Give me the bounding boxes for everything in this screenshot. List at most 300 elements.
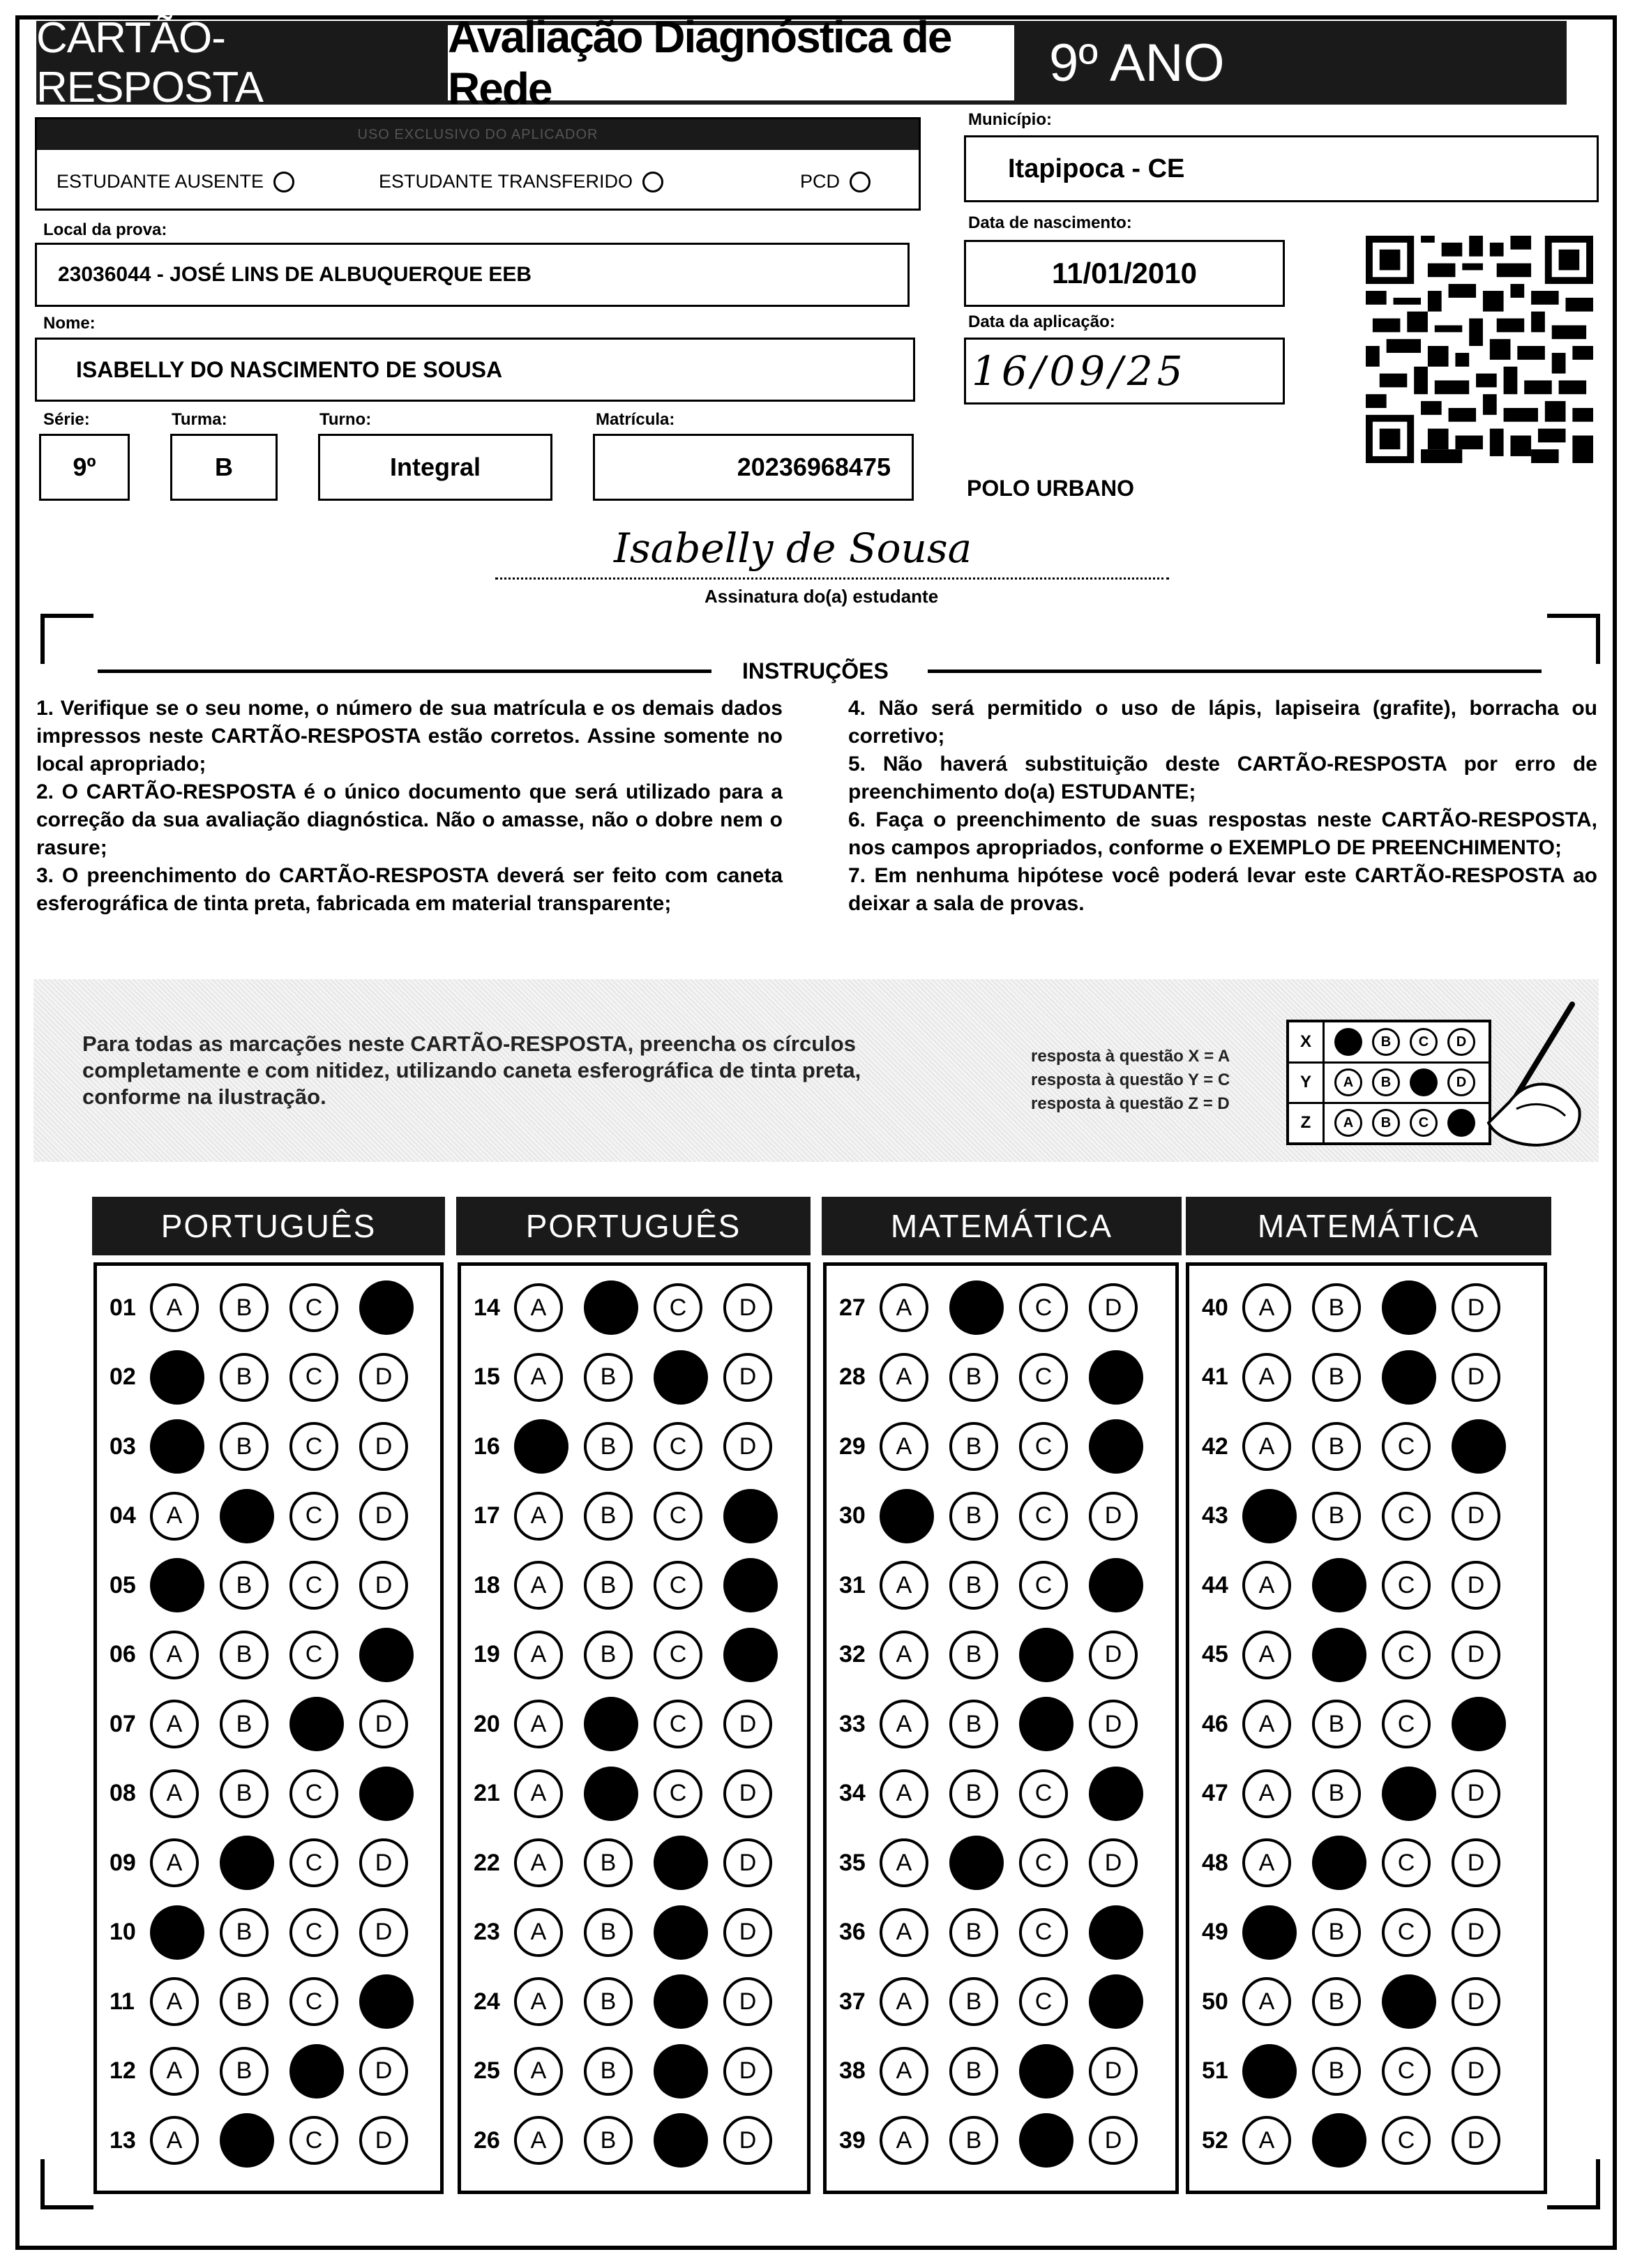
answer-bubble-c[interactable]: C [654, 1905, 708, 1960]
pcd-option[interactable] [800, 171, 871, 192]
answer-bubble-d[interactable]: D [1452, 1977, 1500, 2026]
answer-bubble-b[interactable]: B [949, 2047, 998, 2096]
answer-bubble-d[interactable]: D [359, 1422, 408, 1471]
aplicacao-label: Data da aplicação: [968, 312, 1115, 331]
answer-bubble-d[interactable]: D [359, 1492, 408, 1541]
answer-bubble-a[interactable]: A [1242, 1489, 1297, 1543]
answer-bubble-c[interactable]: C [1019, 1283, 1068, 1332]
answer-bubble-d[interactable]: D [1089, 1838, 1138, 1887]
answer-bubble-d[interactable]: D [359, 1838, 408, 1887]
answer-bubble-d[interactable]: D [359, 1353, 408, 1402]
question-number: 03 [110, 1432, 136, 1460]
serie-value: 9º [73, 453, 96, 481]
answer-bubble-a[interactable]: A [880, 1283, 928, 1332]
answer-bubble-b[interactable]: B [220, 1283, 269, 1332]
question-number: 51 [1202, 2057, 1228, 2084]
answer-bubble-b[interactable]: B [584, 1422, 633, 1471]
answer-bubble-a[interactable]: A [1242, 1905, 1297, 1960]
answer-bubble-b[interactable]: B [584, 2047, 633, 2096]
turma-field [170, 434, 278, 501]
question-row [474, 1835, 793, 1891]
answer-bubble-d[interactable]: D [1452, 1283, 1500, 1332]
question-number: 52 [1202, 2126, 1228, 2154]
answer-bubble-a[interactable]: A [1242, 1283, 1291, 1332]
answer-bubble-b[interactable]: B [220, 1353, 269, 1402]
answer-bubble-b[interactable]: B [220, 1908, 269, 1957]
answer-bubble-a[interactable]: A [514, 1908, 563, 1957]
question-number: 08 [110, 1780, 136, 1806]
question-number: 22 [474, 1849, 500, 1876]
example-bubble-c: C [1410, 1028, 1438, 1056]
answer-bubble-d[interactable]: D [723, 1700, 772, 1748]
absent-option[interactable] [56, 171, 294, 192]
absent-radio[interactable] [273, 172, 294, 192]
question-row [110, 1974, 429, 2029]
answer-bubble-c[interactable]: C [1382, 1561, 1431, 1610]
answer-bubble-c[interactable]: C [654, 2113, 708, 2168]
answer-bubble-c[interactable]: C [1019, 1628, 1073, 1682]
answer-bubble-b[interactable]: B [1312, 1769, 1361, 1818]
turno-field [318, 434, 552, 501]
answer-bubble-b[interactable]: B [584, 1631, 633, 1679]
answer-bubble-c[interactable]: C [1382, 1280, 1436, 1335]
answer-bubble-b[interactable]: B [220, 1561, 269, 1610]
answer-bubble-b[interactable]: B [1312, 1908, 1361, 1957]
answer-bubble-c[interactable]: C [654, 1974, 708, 2029]
question-row [110, 1696, 429, 1752]
answer-bubble-d[interactable]: D [359, 1767, 414, 1821]
answer-bubble-c[interactable]: C [1382, 1350, 1436, 1405]
answer-bubble-c[interactable]: C [289, 1492, 338, 1541]
answer-bubble-b[interactable]: B [949, 1700, 998, 1748]
bottom-corner-right [1547, 2159, 1600, 2209]
answer-bubble-a[interactable]: A [880, 1838, 928, 1887]
example-bubble-b: B [1372, 1109, 1400, 1137]
answer-bubble-a[interactable]: A [150, 1631, 199, 1679]
answer-bubble-d[interactable]: D [1089, 2047, 1138, 2096]
answer-bubble-a[interactable]: A [880, 2047, 928, 2096]
answer-bubble-d[interactable]: D [1089, 1700, 1138, 1748]
answer-bubble-a[interactable]: A [1242, 2044, 1297, 2099]
answer-bubble-b[interactable]: B [584, 1492, 633, 1541]
answer-bubble-c[interactable]: C [654, 1769, 702, 1818]
answer-bubble-d[interactable]: D [1089, 1767, 1143, 1821]
answer-bubble-c[interactable]: C [1019, 1908, 1068, 1957]
question-row [474, 1280, 793, 1336]
pcd-radio[interactable] [850, 172, 871, 192]
answer-bubble-c[interactable]: C [1019, 1769, 1068, 1818]
answer-bubble-c[interactable]: C [654, 1492, 702, 1541]
example-legend-z: resposta à questão Z = D [1031, 1094, 1230, 1113]
answer-bubble-c[interactable]: C [289, 1422, 338, 1471]
question-number: 12 [110, 2057, 136, 2084]
answer-bubble-c[interactable]: C [289, 1561, 338, 1610]
answer-bubble-a[interactable]: A [880, 1631, 928, 1679]
answer-bubble-c[interactable]: C [289, 2044, 344, 2099]
answer-bubble-c[interactable]: C [289, 1908, 338, 1957]
answer-bubble-c[interactable]: C [1382, 1908, 1431, 1957]
answer-bubble-a[interactable]: A [514, 1769, 563, 1818]
applicator-box [35, 117, 921, 211]
answer-bubble-c[interactable]: C [654, 1283, 702, 1332]
question-number: 24 [474, 1988, 500, 2015]
answer-bubble-d[interactable]: D [359, 1628, 414, 1682]
absent-label: ESTUDANTE AUSENTE [56, 171, 264, 192]
answer-bubble-c[interactable]: C [1382, 1631, 1431, 1679]
answer-bubble-c[interactable]: C [1019, 1561, 1068, 1610]
question-row [110, 1488, 429, 1544]
answer-bubble-a[interactable]: A [1242, 1769, 1291, 1818]
answer-bubble-b[interactable]: B [1312, 2113, 1366, 2168]
answer-bubble-c[interactable]: C [289, 1283, 338, 1332]
answer-bubble-a[interactable]: A [150, 1283, 199, 1332]
answer-bubble-b[interactable]: B [220, 1836, 274, 1890]
answer-bubble-b[interactable]: B [949, 1908, 998, 1957]
answer-bubble-a[interactable]: A [1242, 1631, 1291, 1679]
answer-bubble-d[interactable]: D [723, 1769, 772, 1818]
answer-bubble-a[interactable]: A [150, 1558, 204, 1612]
answer-bubble-d[interactable]: D [359, 2047, 408, 2096]
answer-bubble-b[interactable]: B [584, 1280, 638, 1335]
pen-hand-icon [1468, 997, 1586, 1151]
question-row [110, 2112, 429, 2168]
answer-bubble-b[interactable]: B [1312, 1353, 1361, 1402]
answer-bubble-a[interactable]: A [150, 1700, 199, 1748]
instructions-corner-tr [1547, 614, 1600, 664]
answer-bubble-c[interactable]: C [1382, 2047, 1431, 2096]
answer-bubble-b[interactable]: B [220, 1489, 274, 1543]
answer-bubble-a[interactable]: A [514, 1700, 563, 1748]
signature-caption: Assinatura do(a) estudante [705, 586, 939, 607]
answer-bubble-b[interactable]: B [1312, 1836, 1366, 1890]
answer-bubble-c[interactable]: C [654, 1561, 702, 1610]
turma-value: B [215, 453, 233, 481]
answer-bubble-b[interactable]: B [949, 1353, 998, 1402]
question-number: 38 [839, 2057, 866, 2084]
answer-bubble-c[interactable]: C [1019, 1697, 1073, 1751]
answer-column-1 [93, 1262, 444, 2194]
answer-bubble-d[interactable]: D [1452, 1838, 1500, 1887]
answer-bubble-a[interactable]: A [514, 1492, 563, 1541]
answer-bubble-d[interactable]: D [359, 1561, 408, 1610]
answer-bubble-b[interactable]: B [1312, 1558, 1366, 1612]
subject-header-1: PORTUGUÊS [92, 1197, 445, 1255]
answer-bubble-a[interactable]: A [1242, 2116, 1291, 2165]
answer-bubble-a[interactable]: A [1242, 1700, 1291, 1748]
answer-bubble-c[interactable]: C [289, 1631, 338, 1679]
question-number: 34 [839, 1780, 866, 1806]
question-row [839, 2112, 1159, 2168]
answer-bubble-a[interactable]: A [150, 1838, 199, 1887]
answer-bubble-d[interactable]: D [1089, 1492, 1138, 1541]
answer-bubble-d[interactable]: D [723, 2116, 772, 2165]
answer-bubble-c[interactable]: C [289, 1977, 338, 2026]
turno-label: Turno: [319, 410, 372, 429]
answer-bubble-b[interactable]: B [949, 1492, 998, 1541]
answer-bubble-a[interactable]: A [514, 1283, 563, 1332]
answer-bubble-b[interactable]: B [584, 1767, 638, 1821]
answer-bubble-b[interactable]: B [584, 2116, 633, 2165]
answer-bubble-a[interactable]: A [1242, 1422, 1291, 1471]
answer-bubble-d[interactable]: D [1089, 2116, 1138, 2165]
answer-bubble-d[interactable]: D [1089, 1419, 1143, 1474]
question-row [110, 1766, 429, 1822]
answer-bubble-d[interactable]: D [723, 2047, 772, 2096]
answer-bubble-b[interactable]: B [220, 1977, 269, 2026]
answer-bubble-d[interactable]: D [1452, 1697, 1506, 1751]
question-row [474, 2112, 793, 2168]
answer-bubble-b[interactable]: B [1312, 2047, 1361, 2096]
answer-bubble-b[interactable]: B [584, 1697, 638, 1751]
answer-bubble-b[interactable]: B [1312, 1628, 1366, 1682]
answer-bubble-c[interactable]: C [1382, 1767, 1436, 1821]
question-row [474, 1557, 793, 1613]
answer-bubble-d[interactable]: D [359, 1280, 414, 1335]
answer-bubble-b[interactable]: B [220, 2113, 274, 2168]
bottom-corner-left [40, 2159, 93, 2209]
question-row [110, 1280, 429, 1336]
question-number: 19 [474, 1641, 500, 1668]
answer-bubble-d[interactable]: D [1089, 1283, 1138, 1332]
answer-bubble-c[interactable]: C [1019, 1422, 1068, 1471]
answer-bubble-a[interactable]: A [880, 1769, 928, 1818]
name-field [35, 338, 915, 402]
answer-bubble-c[interactable]: C [654, 1836, 708, 1890]
answer-bubble-d[interactable]: D [1452, 1561, 1500, 1610]
matricula-label: Matrícula: [596, 410, 675, 429]
answer-bubble-b[interactable]: B [220, 1769, 269, 1818]
answer-bubble-c[interactable]: C [289, 2116, 338, 2165]
answer-bubble-c[interactable]: C [1382, 1700, 1431, 1748]
question-row [474, 1488, 793, 1544]
answer-bubble-c[interactable]: C [1019, 1492, 1068, 1541]
answer-bubble-a[interactable]: A [1242, 1561, 1291, 1610]
answer-bubble-c[interactable]: C [289, 1838, 338, 1887]
answer-bubble-b[interactable]: B [584, 1838, 633, 1887]
answer-bubble-d[interactable]: D [723, 1628, 778, 1682]
answer-bubble-d[interactable]: D [359, 2116, 408, 2165]
answer-bubble-b[interactable]: B [949, 2116, 998, 2165]
answer-bubble-d[interactable]: D [1452, 1631, 1500, 1679]
answer-bubble-d[interactable]: D [1452, 1353, 1500, 1402]
question-row [110, 1835, 429, 1891]
answer-bubble-d[interactable]: D [359, 1974, 414, 2029]
answer-bubble-a[interactable]: A [150, 1492, 199, 1541]
answer-bubble-a[interactable]: A [1242, 1977, 1291, 2026]
answer-bubble-c[interactable]: C [1382, 1974, 1436, 2029]
answer-bubble-d[interactable]: D [1089, 1905, 1143, 1960]
answer-bubble-a[interactable]: A [150, 1977, 199, 2026]
answer-bubble-b[interactable]: B [1312, 1492, 1361, 1541]
answer-bubble-b[interactable]: B [1312, 1977, 1361, 2026]
instruction-5: 5. Não haverá substituição deste CARTÃO-RESPOSTA por erro de preenchimento do(a) ESTUDANTE; [848, 753, 1597, 803]
question-number: 35 [839, 1849, 866, 1876]
answer-bubble-b[interactable]: B [1312, 1700, 1361, 1748]
answer-bubble-a[interactable]: A [514, 1419, 568, 1474]
answer-bubble-a[interactable]: A [150, 1905, 204, 1960]
answer-bubble-c[interactable]: C [1382, 1492, 1431, 1541]
answer-bubble-d[interactable]: D [1452, 1419, 1506, 1474]
example-bubble-a: A [1334, 1068, 1362, 1096]
answer-bubble-a[interactable]: A [514, 1561, 563, 1610]
answer-bubble-a[interactable]: A [514, 1631, 563, 1679]
answer-bubble-d[interactable]: D [723, 1908, 772, 1957]
answer-bubble-c[interactable]: C [289, 1769, 338, 1818]
question-row [839, 1557, 1159, 1613]
answer-bubble-a[interactable]: A [880, 1561, 928, 1610]
question-row [839, 1350, 1159, 1405]
answer-bubble-d[interactable]: D [1452, 1492, 1500, 1541]
question-number: 27 [839, 1294, 866, 1321]
answer-bubble-d[interactable]: D [723, 1489, 778, 1543]
answer-bubble-b[interactable]: B [584, 1353, 633, 1402]
answer-bubble-a[interactable]: A [150, 1769, 199, 1818]
answer-bubble-b[interactable]: B [220, 2047, 269, 2096]
answer-column-3 [823, 1262, 1179, 2194]
pcd-label: PCD [800, 171, 841, 192]
answer-bubble-d[interactable]: D [359, 1908, 408, 1957]
answer-bubble-a[interactable]: A [880, 1489, 934, 1543]
answer-bubble-d[interactable]: D [723, 1422, 772, 1471]
question-row [474, 1419, 793, 1474]
answer-bubble-c[interactable]: C [1019, 2044, 1073, 2099]
answer-bubble-c[interactable]: C [289, 1697, 344, 1751]
answer-bubble-d[interactable]: D [723, 1353, 772, 1402]
answer-bubble-a[interactable]: A [880, 1422, 928, 1471]
question-number: 31 [839, 1571, 866, 1598]
answer-bubble-d[interactable]: D [1089, 1558, 1143, 1612]
question-number: 21 [474, 1780, 500, 1806]
answer-bubble-d[interactable]: D [1089, 1974, 1143, 2029]
answer-bubble-c[interactable]: C [1019, 1838, 1068, 1887]
answer-bubble-a[interactable]: A [514, 1977, 563, 2026]
question-row [839, 1419, 1159, 1474]
answer-bubble-d[interactable]: D [723, 1558, 778, 1612]
answer-bubble-d[interactable]: D [1452, 2116, 1500, 2165]
question-number: 40 [1202, 1294, 1228, 1321]
question-number: 28 [839, 1363, 866, 1390]
question-number: 30 [839, 1502, 866, 1529]
answer-bubble-d[interactable]: D [1089, 1350, 1143, 1405]
answer-bubble-d[interactable]: D [1089, 1631, 1138, 1679]
answer-bubble-d[interactable]: D [723, 1838, 772, 1887]
answer-bubble-b[interactable]: B [220, 1631, 269, 1679]
answer-bubble-b[interactable]: B [949, 1280, 1004, 1335]
answer-bubble-a[interactable]: A [880, 1700, 928, 1748]
answer-bubble-b[interactable]: B [220, 1422, 269, 1471]
answer-bubble-a[interactable]: A [514, 1353, 563, 1402]
answer-bubble-d[interactable]: D [723, 1283, 772, 1332]
answer-bubble-c[interactable]: C [1382, 1422, 1431, 1471]
answer-bubble-d[interactable]: D [1452, 1769, 1500, 1818]
question-number: 14 [474, 1294, 500, 1321]
question-row [839, 1627, 1159, 1683]
question-number: 13 [110, 2126, 136, 2154]
answer-bubble-d[interactable]: D [1452, 1908, 1500, 1957]
answer-bubble-a[interactable]: A [514, 1838, 563, 1887]
polo-text: POLO URBANO [967, 475, 1134, 501]
answer-bubble-b[interactable]: B [949, 1769, 998, 1818]
answer-bubble-b[interactable]: B [584, 1908, 633, 1957]
question-number: 10 [110, 1919, 136, 1945]
answer-bubble-a[interactable]: A [514, 2047, 563, 2096]
question-row [110, 2043, 429, 2099]
signature-line [495, 577, 1169, 580]
answer-bubble-a[interactable]: A [880, 1908, 928, 1957]
answer-bubble-c[interactable]: C [654, 2044, 708, 2099]
answer-bubble-c[interactable]: C [654, 1422, 702, 1471]
aplicacao-value: 16/09/25 [972, 347, 1187, 395]
question-row [839, 2043, 1159, 2099]
answer-bubble-c[interactable]: C [1019, 1353, 1068, 1402]
answer-bubble-b[interactable]: B [949, 1422, 998, 1471]
answer-bubble-a[interactable]: A [1242, 1838, 1291, 1887]
answer-bubble-d[interactable]: D [359, 1700, 408, 1748]
turma-label: Turma: [172, 410, 227, 429]
answer-bubble-c[interactable]: C [1382, 1838, 1431, 1887]
answer-bubble-b[interactable]: B [949, 1561, 998, 1610]
answer-bubble-a[interactable]: A [514, 2116, 563, 2165]
answer-bubble-b[interactable]: B [949, 1836, 1004, 1890]
question-number: 02 [110, 1363, 136, 1390]
answer-column-2 [458, 1262, 811, 2194]
question-row [474, 1905, 793, 1960]
example-row [1289, 1022, 1489, 1064]
answer-bubble-c[interactable]: C [1019, 1977, 1068, 2026]
transferred-radio[interactable] [642, 172, 663, 192]
question-row [839, 1766, 1159, 1822]
answer-bubble-a[interactable]: A [880, 1977, 928, 2026]
answer-bubble-a[interactable]: A [150, 2047, 199, 2096]
answer-bubble-b[interactable]: B [1312, 1283, 1361, 1332]
name-value: ISABELLY DO NASCIMENTO DE SOUSA [76, 356, 503, 382]
answer-bubble-b[interactable]: B [1312, 1422, 1361, 1471]
answer-bubble-a[interactable]: A [150, 2116, 199, 2165]
question-row [474, 1696, 793, 1752]
answer-bubble-a[interactable]: A [150, 1350, 204, 1405]
answer-bubble-c[interactable]: C [289, 1353, 338, 1402]
answer-bubble-b[interactable]: B [584, 1977, 633, 2026]
aplicacao-field[interactable] [964, 338, 1285, 405]
answer-bubble-a[interactable]: A [1242, 1353, 1291, 1402]
transferred-option[interactable] [379, 171, 663, 192]
answer-bubble-c[interactable]: C [654, 1631, 702, 1679]
instruction-3: 3. O preenchimento do CARTÃO-RESPOSTA deverá ser feito com caneta esferográfica de tinta preta, fabricada em material transparente; [36, 864, 783, 915]
question-number: 49 [1202, 1919, 1228, 1945]
answer-bubble-a[interactable]: A [880, 2116, 928, 2165]
instructions-left [36, 695, 783, 918]
answer-bubble-b[interactable]: B [584, 1561, 633, 1610]
answer-bubble-c[interactable]: C [1382, 2116, 1431, 2165]
question-row [839, 1835, 1159, 1891]
answer-bubble-b[interactable]: B [949, 1631, 998, 1679]
question-number: 17 [474, 1502, 500, 1529]
answer-bubble-d[interactable]: D [1452, 2047, 1500, 2096]
answer-bubble-b[interactable]: B [949, 1977, 998, 2026]
answer-bubble-a[interactable]: A [150, 1419, 204, 1474]
question-row [110, 1557, 429, 1613]
answer-bubble-a[interactable]: A [880, 1353, 928, 1402]
answer-bubble-d[interactable]: D [723, 1977, 772, 2026]
example-bubble-a: A [1334, 1028, 1362, 1056]
example-bubble-d: D [1447, 1068, 1475, 1096]
answer-bubble-c[interactable]: C [1019, 2113, 1073, 2168]
answer-bubble-c[interactable]: C [654, 1700, 702, 1748]
question-number: 37 [839, 1988, 866, 2015]
answer-bubble-b[interactable]: B [220, 1700, 269, 1748]
question-number: 09 [110, 1849, 136, 1876]
answer-bubble-c[interactable]: C [654, 1350, 708, 1405]
